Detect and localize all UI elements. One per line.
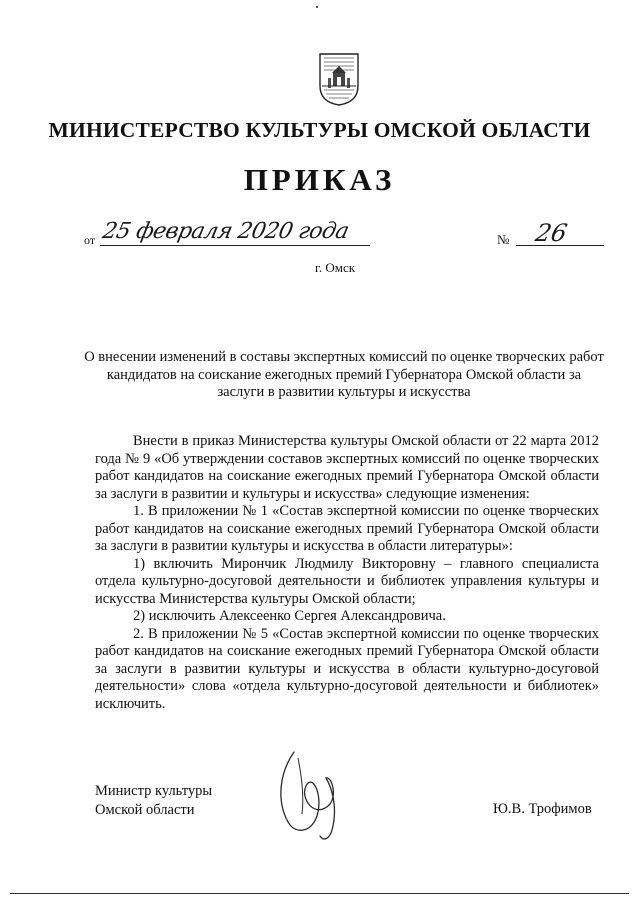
body-paragraph: 1) включить Мирончик Людмилу Викторовну – главного специалиста отдела культурно-досуговой деятельности и библиотек управления культуры и искусства Министерства культуры Омской области; xyxy=(95,555,599,607)
order-subject: О внесении изменений в составы экспертных комиссий по оценке творческих работ кандидатов на соискание ежегодных премий Губернатора Омской области за заслуги в развитии культуры и искусства xyxy=(84,349,604,400)
number-prefix-label: № xyxy=(497,232,510,247)
signatory-position xyxy=(95,782,212,820)
handwritten-signature xyxy=(272,748,352,844)
body-paragraph: Внести в приказ Министерства культуры Омской области от 22 марта 2012 года № 9 «Об утверждении составов экспертных комиссий по оценке творческих работ кандидатов на соискание ежегодных премий Губернатора Омской области за заслуги в развитии и культуры и искусства» следующие изменения: xyxy=(95,433,599,502)
ministry-title: МИНИСТЕРСТВО КУЛЬТУРЫ ОМСКОЙ ОБЛАСТИ xyxy=(48,118,591,142)
date-prefix-label: от xyxy=(84,233,96,247)
city-label: г. Омск xyxy=(315,260,356,275)
document-type-title: ПРИКАЗ xyxy=(243,162,396,197)
handwritten-number: 26 xyxy=(533,219,570,247)
page-bottom-rule xyxy=(10,893,629,894)
body-paragraph: 2. В приложении № 5 «Состав экспертной комиссии по оценке творческих работ кандидатов на соискание ежегодных премий Губернатора Омской области за заслуги в развитии культуры и искусства в области культурно-досуговой деятельности» слова «отдела культурно-досуговой деятельности и библиотек» исключить. xyxy=(95,625,599,712)
body-paragraph: 2) исключить Алексеенко Сергея Александровича. xyxy=(133,608,446,624)
signatory-position-line: Министр культуры xyxy=(95,783,213,799)
date-underline xyxy=(100,245,370,246)
signatory-name: Ю.В. Трофимов xyxy=(493,801,592,817)
scan-dot xyxy=(316,6,318,8)
coat-of-arms-icon xyxy=(318,52,360,106)
order-body xyxy=(95,433,599,713)
body-paragraph: 1. В приложении № 1 «Состав экспертной комиссии по оценке творческих работ кандидатов на соискание ежегодных премий Губернатора Омской области за заслуги в развитии культуры и искусства в области литературы»: xyxy=(95,503,599,554)
signatory-position-line: Омской области xyxy=(95,802,195,818)
handwritten-date: 25 февраля 2020 года xyxy=(100,219,351,244)
